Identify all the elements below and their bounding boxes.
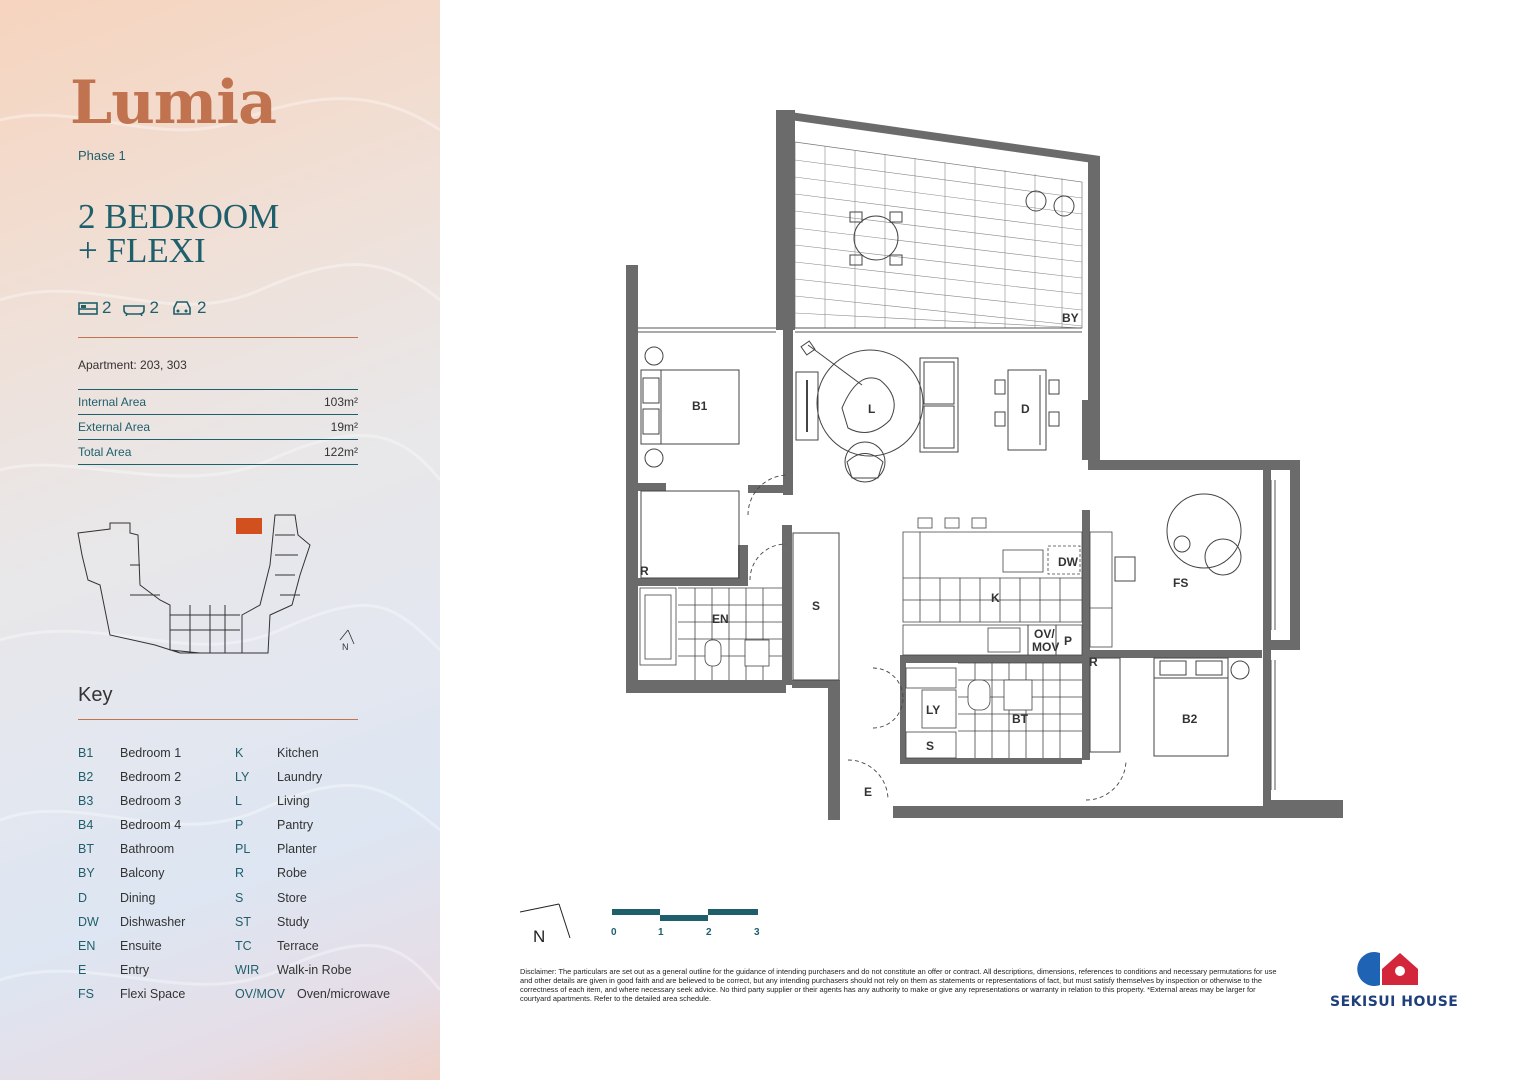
- key-name: Bedroom 3: [120, 794, 182, 809]
- key-list-right: [235, 746, 390, 1011]
- north-arrow-icon: [515, 902, 575, 947]
- bathroom-count: [123, 298, 158, 318]
- key-abbr: K: [235, 746, 244, 760]
- unit-title: [78, 197, 280, 270]
- key-name: Terrace: [277, 938, 319, 953]
- keymap-north-label: N: [342, 642, 349, 652]
- key-row: [235, 939, 390, 963]
- key-abbr: OV/MOV: [235, 986, 286, 1001]
- area-label: External Area: [78, 420, 151, 434]
- key-abbr: BT: [78, 842, 94, 857]
- bedroom-count-value: 2: [102, 298, 112, 317]
- key-name: Bedroom 1: [120, 746, 182, 760]
- key-abbr: DW: [78, 914, 99, 929]
- label-store1: S: [812, 599, 821, 613]
- balcony-tiles: [795, 142, 1082, 328]
- key-row: [78, 770, 185, 794]
- key-abbr: P: [235, 818, 244, 833]
- key-row: [78, 915, 185, 939]
- feature-counts: [78, 298, 206, 318]
- interior-walls: [638, 330, 1262, 764]
- key-row: [78, 891, 185, 915]
- key-abbr: TC: [235, 938, 252, 953]
- label-robe2: R: [1089, 655, 1098, 669]
- key-list-left: [78, 746, 185, 1011]
- carpark-count-value: 2: [196, 298, 207, 317]
- key-abbr: PL: [235, 842, 251, 857]
- key-name: Oven/microwave: [297, 986, 391, 1001]
- label-laundry: LY: [926, 703, 941, 717]
- key-abbr: D: [78, 890, 88, 905]
- flexi-furniture: [1115, 494, 1241, 581]
- key-row: [235, 963, 390, 987]
- label-dining: D: [1021, 402, 1030, 416]
- key-name: Dining: [120, 890, 156, 905]
- label-bedroom1: B1: [692, 399, 708, 413]
- floor-plan: [600, 100, 1360, 830]
- label-dishwasher: DW: [1058, 555, 1078, 569]
- key-row: [235, 746, 390, 770]
- brand-logo: Lumia: [70, 68, 276, 138]
- area-label: Total Area: [78, 445, 132, 459]
- key-title: Key: [78, 684, 113, 706]
- area-row-total: [78, 439, 358, 465]
- key-abbr: E: [78, 962, 87, 977]
- living-furniture: [796, 341, 958, 482]
- logo-text: SEKISUI HOUSE: [1330, 994, 1459, 1010]
- key-row: [78, 987, 185, 1011]
- bedroom1-furniture: [641, 347, 739, 578]
- unit-location-highlight: [236, 518, 262, 534]
- scale-bar: [608, 906, 768, 940]
- key-abbr: BY: [78, 866, 95, 881]
- area-value: 122m²: [323, 445, 358, 459]
- label-ensuite: EN: [712, 612, 729, 626]
- bedroom-count: [78, 298, 111, 318]
- label-kitchen: K: [991, 591, 1000, 605]
- label-microwave: MOV: [1032, 640, 1060, 654]
- key-row: [78, 818, 185, 842]
- label-living: L: [868, 402, 876, 416]
- area-value: 19m²: [330, 420, 358, 434]
- key-row: [235, 794, 390, 818]
- key-row: [235, 987, 390, 1011]
- key-name: Ensuite: [120, 938, 162, 953]
- key-name: Flexi Space: [120, 986, 186, 1001]
- scale-tick: 0: [611, 927, 617, 938]
- key-row: [235, 770, 390, 794]
- car-icon: [171, 300, 193, 316]
- label-bedroom2: B2: [1182, 712, 1198, 726]
- key-name: Bathroom: [120, 842, 175, 857]
- kitchen-fixtures: [903, 518, 1112, 655]
- key-name: Balcony: [120, 866, 165, 881]
- label-pantry: P: [1064, 634, 1073, 648]
- sekisui-house-logo-icon: [1334, 947, 1454, 987]
- unit-title-line2: + FLEXI: [78, 231, 206, 270]
- divider: [78, 719, 358, 720]
- label-bathroom: BT: [1012, 712, 1028, 726]
- key-name: Planter: [277, 842, 317, 857]
- key-name: Store: [277, 890, 307, 905]
- label-entry: E: [864, 785, 873, 799]
- sidebar-panel: [0, 0, 440, 1080]
- key-abbr: L: [235, 794, 242, 809]
- key-abbr: B2: [78, 770, 94, 785]
- key-abbr: B3: [78, 794, 94, 809]
- disclaimer-text: Disclaimer: The particulars are set out as a general outline for the guidance of intending purchasers and do not constitute an offer or contract. All descriptions, dimensions, references to conditions and necessary permutations for use and other details are given in good faith and are believed to be correct, but any intending purchasers should not rely on them as statements or representations of fact, but must satisfy themselves by inspection or otherwise to the correctness of each item, and where necessary seek advice. No third party supplier or their agents has any authority to make or give any representations or warranty in relation to this property. *External areas may be larger for courtyard apartments. Refer to the detailed area schedule.: [520, 967, 1277, 1003]
- label-flexi: FS: [1173, 576, 1189, 590]
- key-abbr: B1: [78, 746, 94, 760]
- bed-icon: [78, 300, 98, 316]
- divider: [78, 337, 358, 338]
- key-row: [78, 794, 185, 818]
- key-abbr: S: [235, 890, 244, 905]
- area-label: Internal Area: [78, 395, 147, 409]
- label-balcony: BY: [1062, 311, 1079, 325]
- key-name: Walk-in Robe: [277, 962, 352, 977]
- key-name: Living: [277, 794, 310, 809]
- key-abbr: ST: [235, 914, 251, 929]
- key-row: [235, 866, 390, 890]
- key-row: [235, 842, 390, 866]
- key-name: Kitchen: [277, 746, 319, 760]
- key-row: [78, 866, 185, 890]
- key-name: Entry: [120, 962, 150, 977]
- key-name: Dishwasher: [120, 914, 186, 929]
- area-row-external: [78, 414, 358, 439]
- key-name: Robe: [277, 866, 307, 881]
- key-row: [78, 842, 185, 866]
- north-label: N: [533, 927, 546, 946]
- key-name: Bedroom 2: [120, 770, 182, 785]
- key-row: [235, 818, 390, 842]
- key-abbr: FS: [78, 986, 94, 1001]
- phase-label: Phase 1: [78, 148, 126, 163]
- key-abbr: WIR: [235, 962, 260, 977]
- sekisui-house-logo: [1330, 947, 1458, 1010]
- site-keymap: [70, 505, 370, 665]
- key-row: [235, 915, 390, 939]
- label-robe1: R: [640, 564, 649, 578]
- carpark-count: [171, 298, 206, 318]
- key-abbr: R: [235, 866, 245, 881]
- key-row: [78, 939, 185, 963]
- bath-icon: [123, 300, 145, 316]
- key-name: Pantry: [277, 818, 314, 833]
- key-row: [78, 963, 185, 987]
- bedroom2-furniture: [1090, 658, 1249, 756]
- area-table: [78, 389, 358, 465]
- key-row: [235, 891, 390, 915]
- key-name: Laundry: [277, 770, 323, 785]
- scale-tick: 2: [706, 927, 712, 938]
- area-row-internal: [78, 389, 358, 414]
- ensuite-fixtures: [640, 588, 782, 680]
- unit-title-line1: 2 BEDROOM: [78, 197, 280, 236]
- scale-tick: 1: [658, 927, 664, 938]
- label-oven: OV/: [1034, 627, 1055, 641]
- key-name: Study: [277, 914, 309, 929]
- scale-tick: 3: [754, 927, 760, 938]
- bathroom-count-value: 2: [149, 298, 159, 317]
- area-value: 103m²: [323, 395, 358, 409]
- key-abbr: LY: [235, 770, 250, 785]
- key-name: Bedroom 4: [120, 818, 182, 833]
- key-abbr: B4: [78, 818, 94, 833]
- key-row: [78, 746, 185, 770]
- label-store2: S: [926, 739, 935, 753]
- apartment-numbers: Apartment: 203, 303: [78, 358, 187, 372]
- key-abbr: EN: [78, 938, 96, 953]
